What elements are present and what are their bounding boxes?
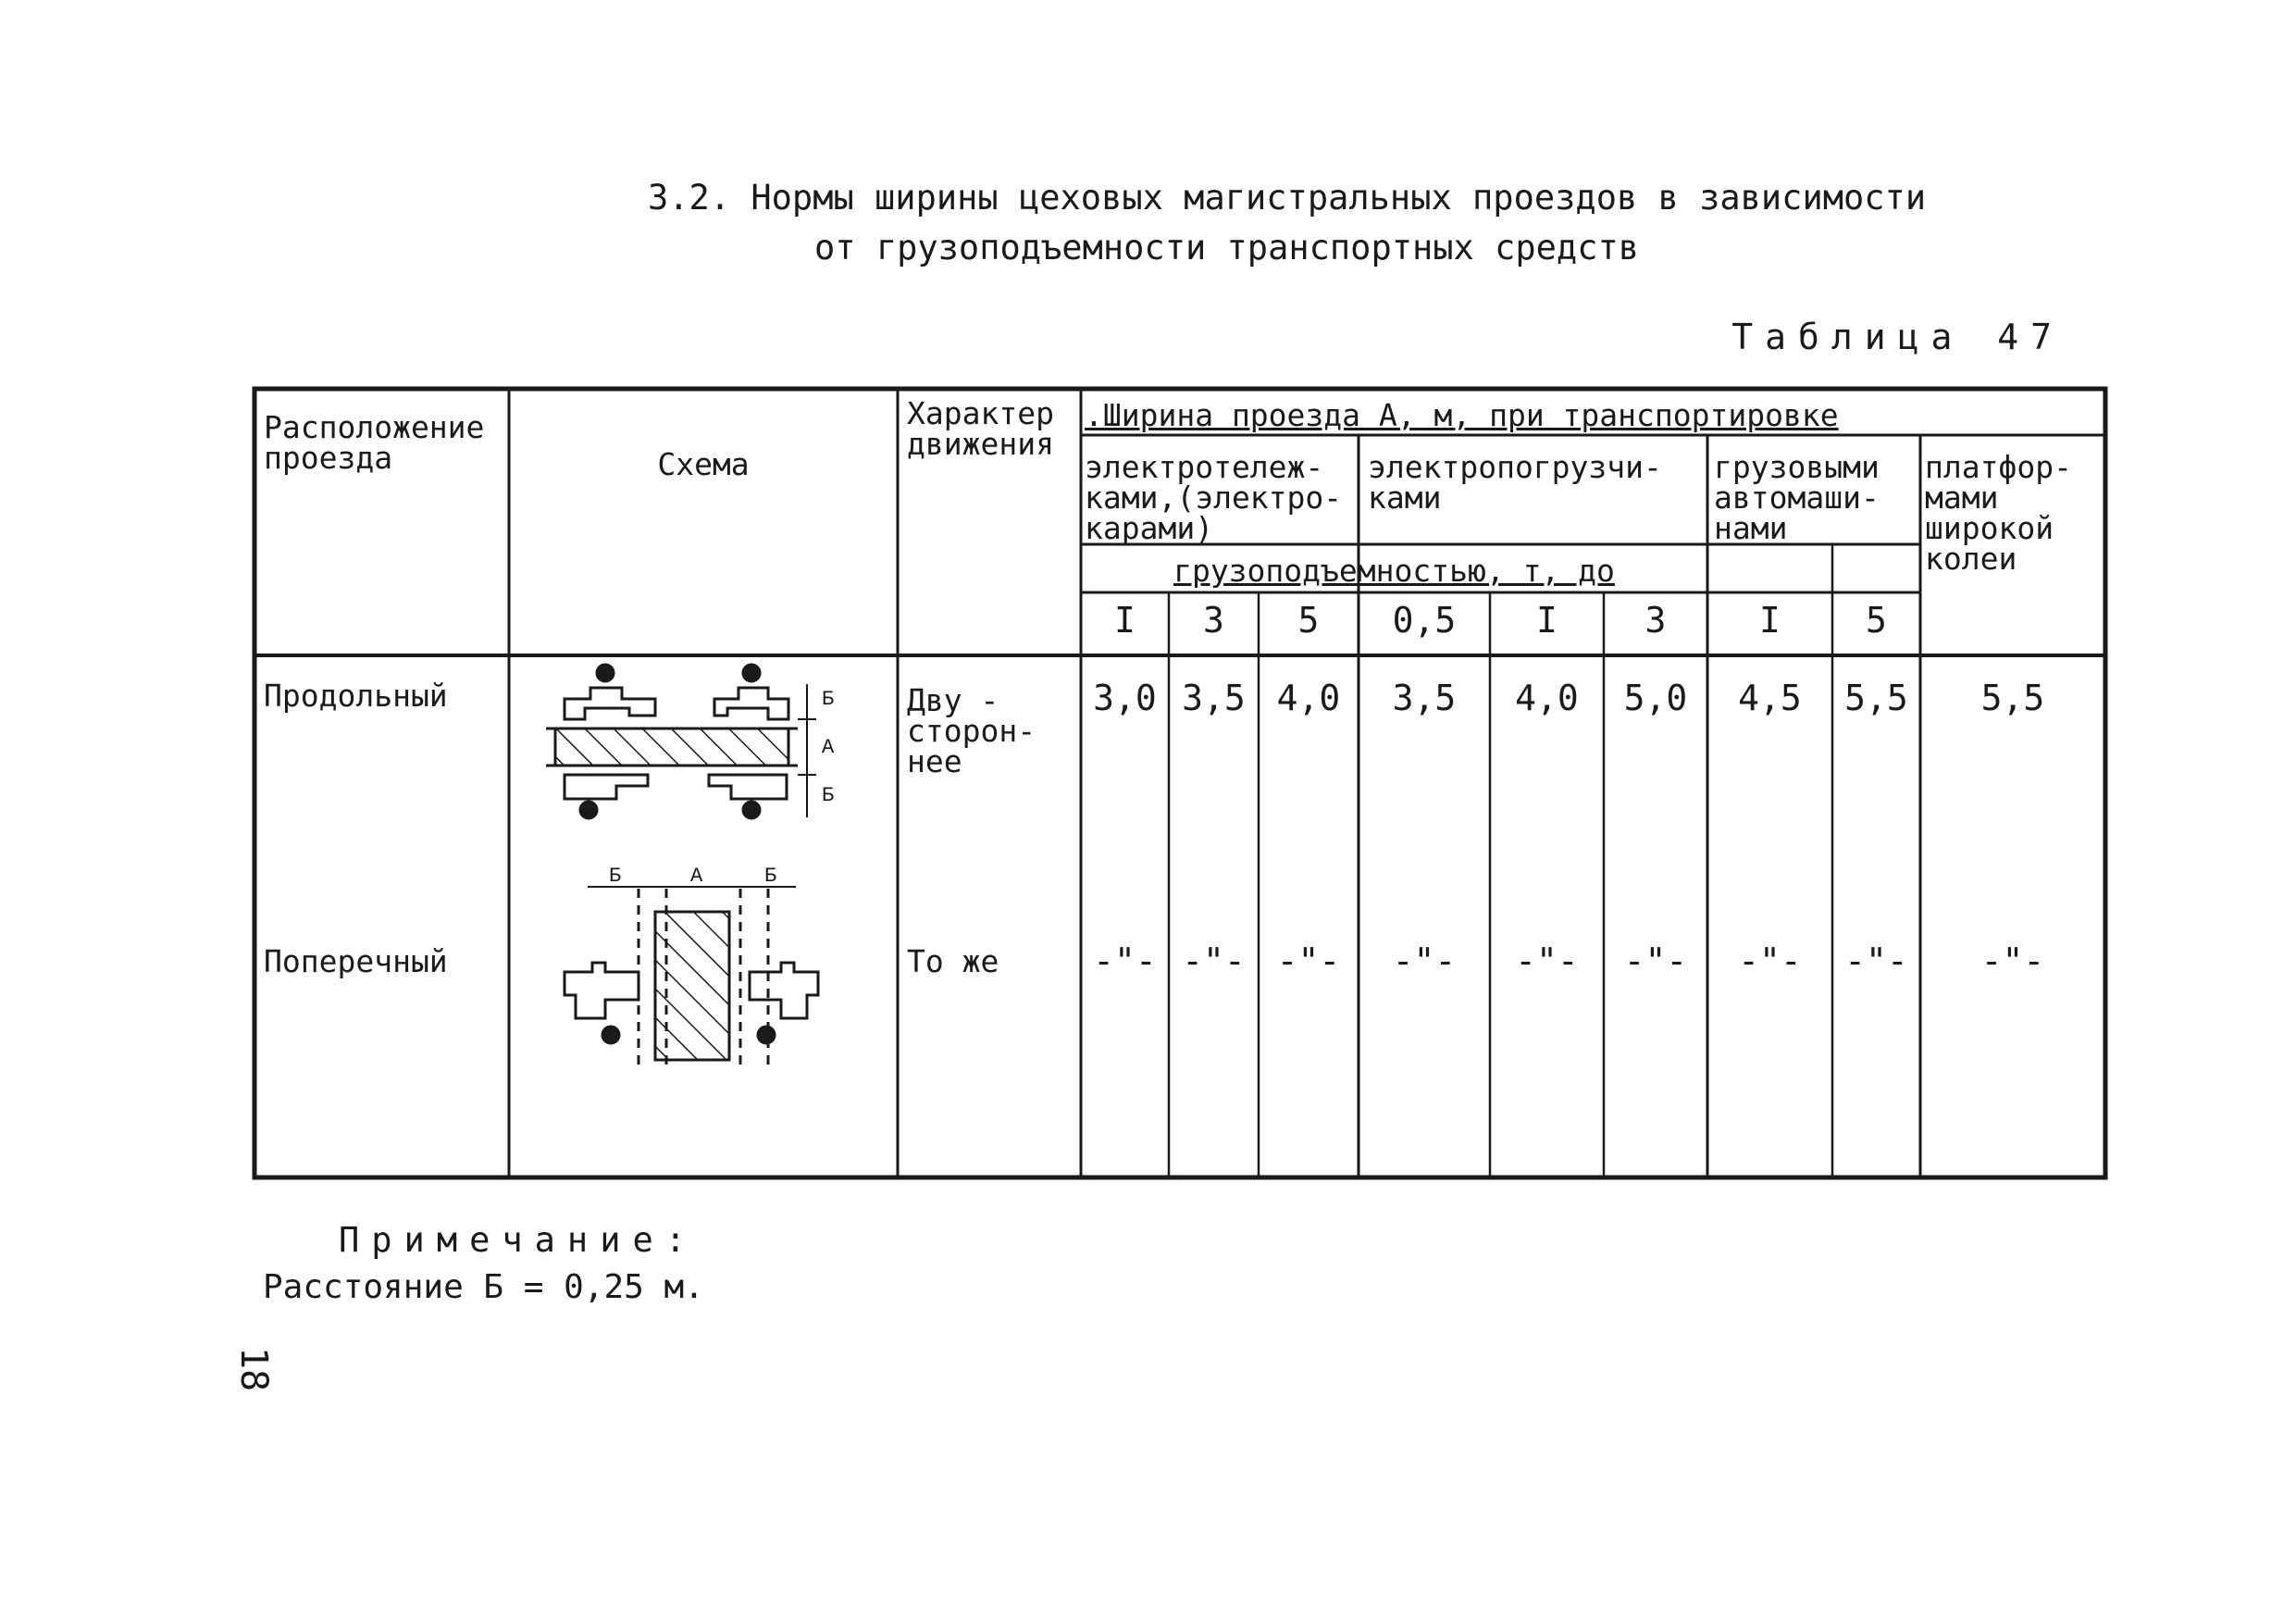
header-group-electrotrucks: электротележ- ками,(электро- карами) xyxy=(1085,449,1343,546)
row-1-movement: Дву - сторон- нее xyxy=(907,682,1036,779)
row-2-movement: То же xyxy=(907,943,999,979)
capacity-col-5: I xyxy=(1536,600,1558,641)
scheme2-label-a: А xyxy=(690,865,703,888)
capacity-col-8: 5 xyxy=(1866,600,1887,641)
note-heading: Примечание: xyxy=(339,1220,699,1260)
scheme1-label-b-bottom: Б xyxy=(822,784,835,807)
capacity-col-7: I xyxy=(1759,600,1781,641)
row-1-value-6: 5,0 xyxy=(1623,678,1688,718)
row-2-value-2: -"- xyxy=(1182,940,1246,981)
scheme-longitudinal-diagram xyxy=(546,662,842,828)
row-2-value-9: -"- xyxy=(1980,940,2045,981)
header-scheme: Схема xyxy=(657,446,750,482)
row-1-value-3: 4,0 xyxy=(1276,678,1341,718)
header-group-forklifts: электропогрузчи- ками xyxy=(1368,449,1662,516)
note-text: Расстояние Б = 0,25 м. xyxy=(263,1268,704,1306)
header-capacity: грузоподъемностью, т, до xyxy=(1173,553,1615,589)
page-number: 18 xyxy=(232,1347,275,1392)
row-1-value-8: 5,5 xyxy=(1844,678,1908,718)
row-2-value-8: -"- xyxy=(1844,940,1908,981)
header-movement: Характер движения xyxy=(907,395,1054,462)
row-1-value-9: 5,5 xyxy=(1980,678,2045,718)
row-2-value-5: -"- xyxy=(1515,940,1579,981)
capacity-col-1: I xyxy=(1114,600,1136,641)
row-1-value-4: 3,5 xyxy=(1392,678,1457,718)
capacity-col-6: 3 xyxy=(1644,600,1667,641)
row-1-location: Продольный xyxy=(264,678,448,714)
header-group-platforms: платфор- мами широкой колеи xyxy=(1925,449,2072,577)
row-2-value-6: -"- xyxy=(1623,940,1688,981)
header-width-title: .Ширина проезда А, м, при транспортировке xyxy=(1085,397,1839,433)
capacity-col-2: 3 xyxy=(1203,600,1224,641)
row-2-location: Поперечный xyxy=(264,943,448,979)
row-2-value-7: -"- xyxy=(1738,940,1802,981)
row-1-value-2: 3,5 xyxy=(1182,678,1246,718)
header-group-trucks: грузовыми автомаши- нами xyxy=(1714,449,1880,546)
scheme1-label-a: А xyxy=(822,736,835,759)
row-2-value-3: -"- xyxy=(1276,940,1341,981)
scheme2-label-b-right: Б xyxy=(764,865,777,888)
scheme1-label-b-top: Б xyxy=(822,688,835,711)
row-2-value-4: -"- xyxy=(1392,940,1457,981)
header-location: Расположение проезда xyxy=(264,409,485,476)
table-title-line-2: от грузоподъемности транспортных средств xyxy=(814,228,1640,268)
row-1-value-1: 3,0 xyxy=(1093,678,1157,718)
table-number-label: Таблица 47 xyxy=(1731,317,2064,357)
row-2-value-1: -"- xyxy=(1093,940,1157,981)
capacity-col-3: 5 xyxy=(1297,600,1320,641)
table-title-line-1: 3.2. Нормы ширины цеховых магистральных проездов в зависимости xyxy=(648,178,1927,218)
capacity-col-4: 0,5 xyxy=(1392,600,1457,641)
row-1-value-5: 4,0 xyxy=(1515,678,1579,718)
scheme2-label-b-left: Б xyxy=(609,865,622,888)
scheme-transverse-diagram xyxy=(555,861,833,1074)
row-1-value-7: 4,5 xyxy=(1738,678,1802,718)
